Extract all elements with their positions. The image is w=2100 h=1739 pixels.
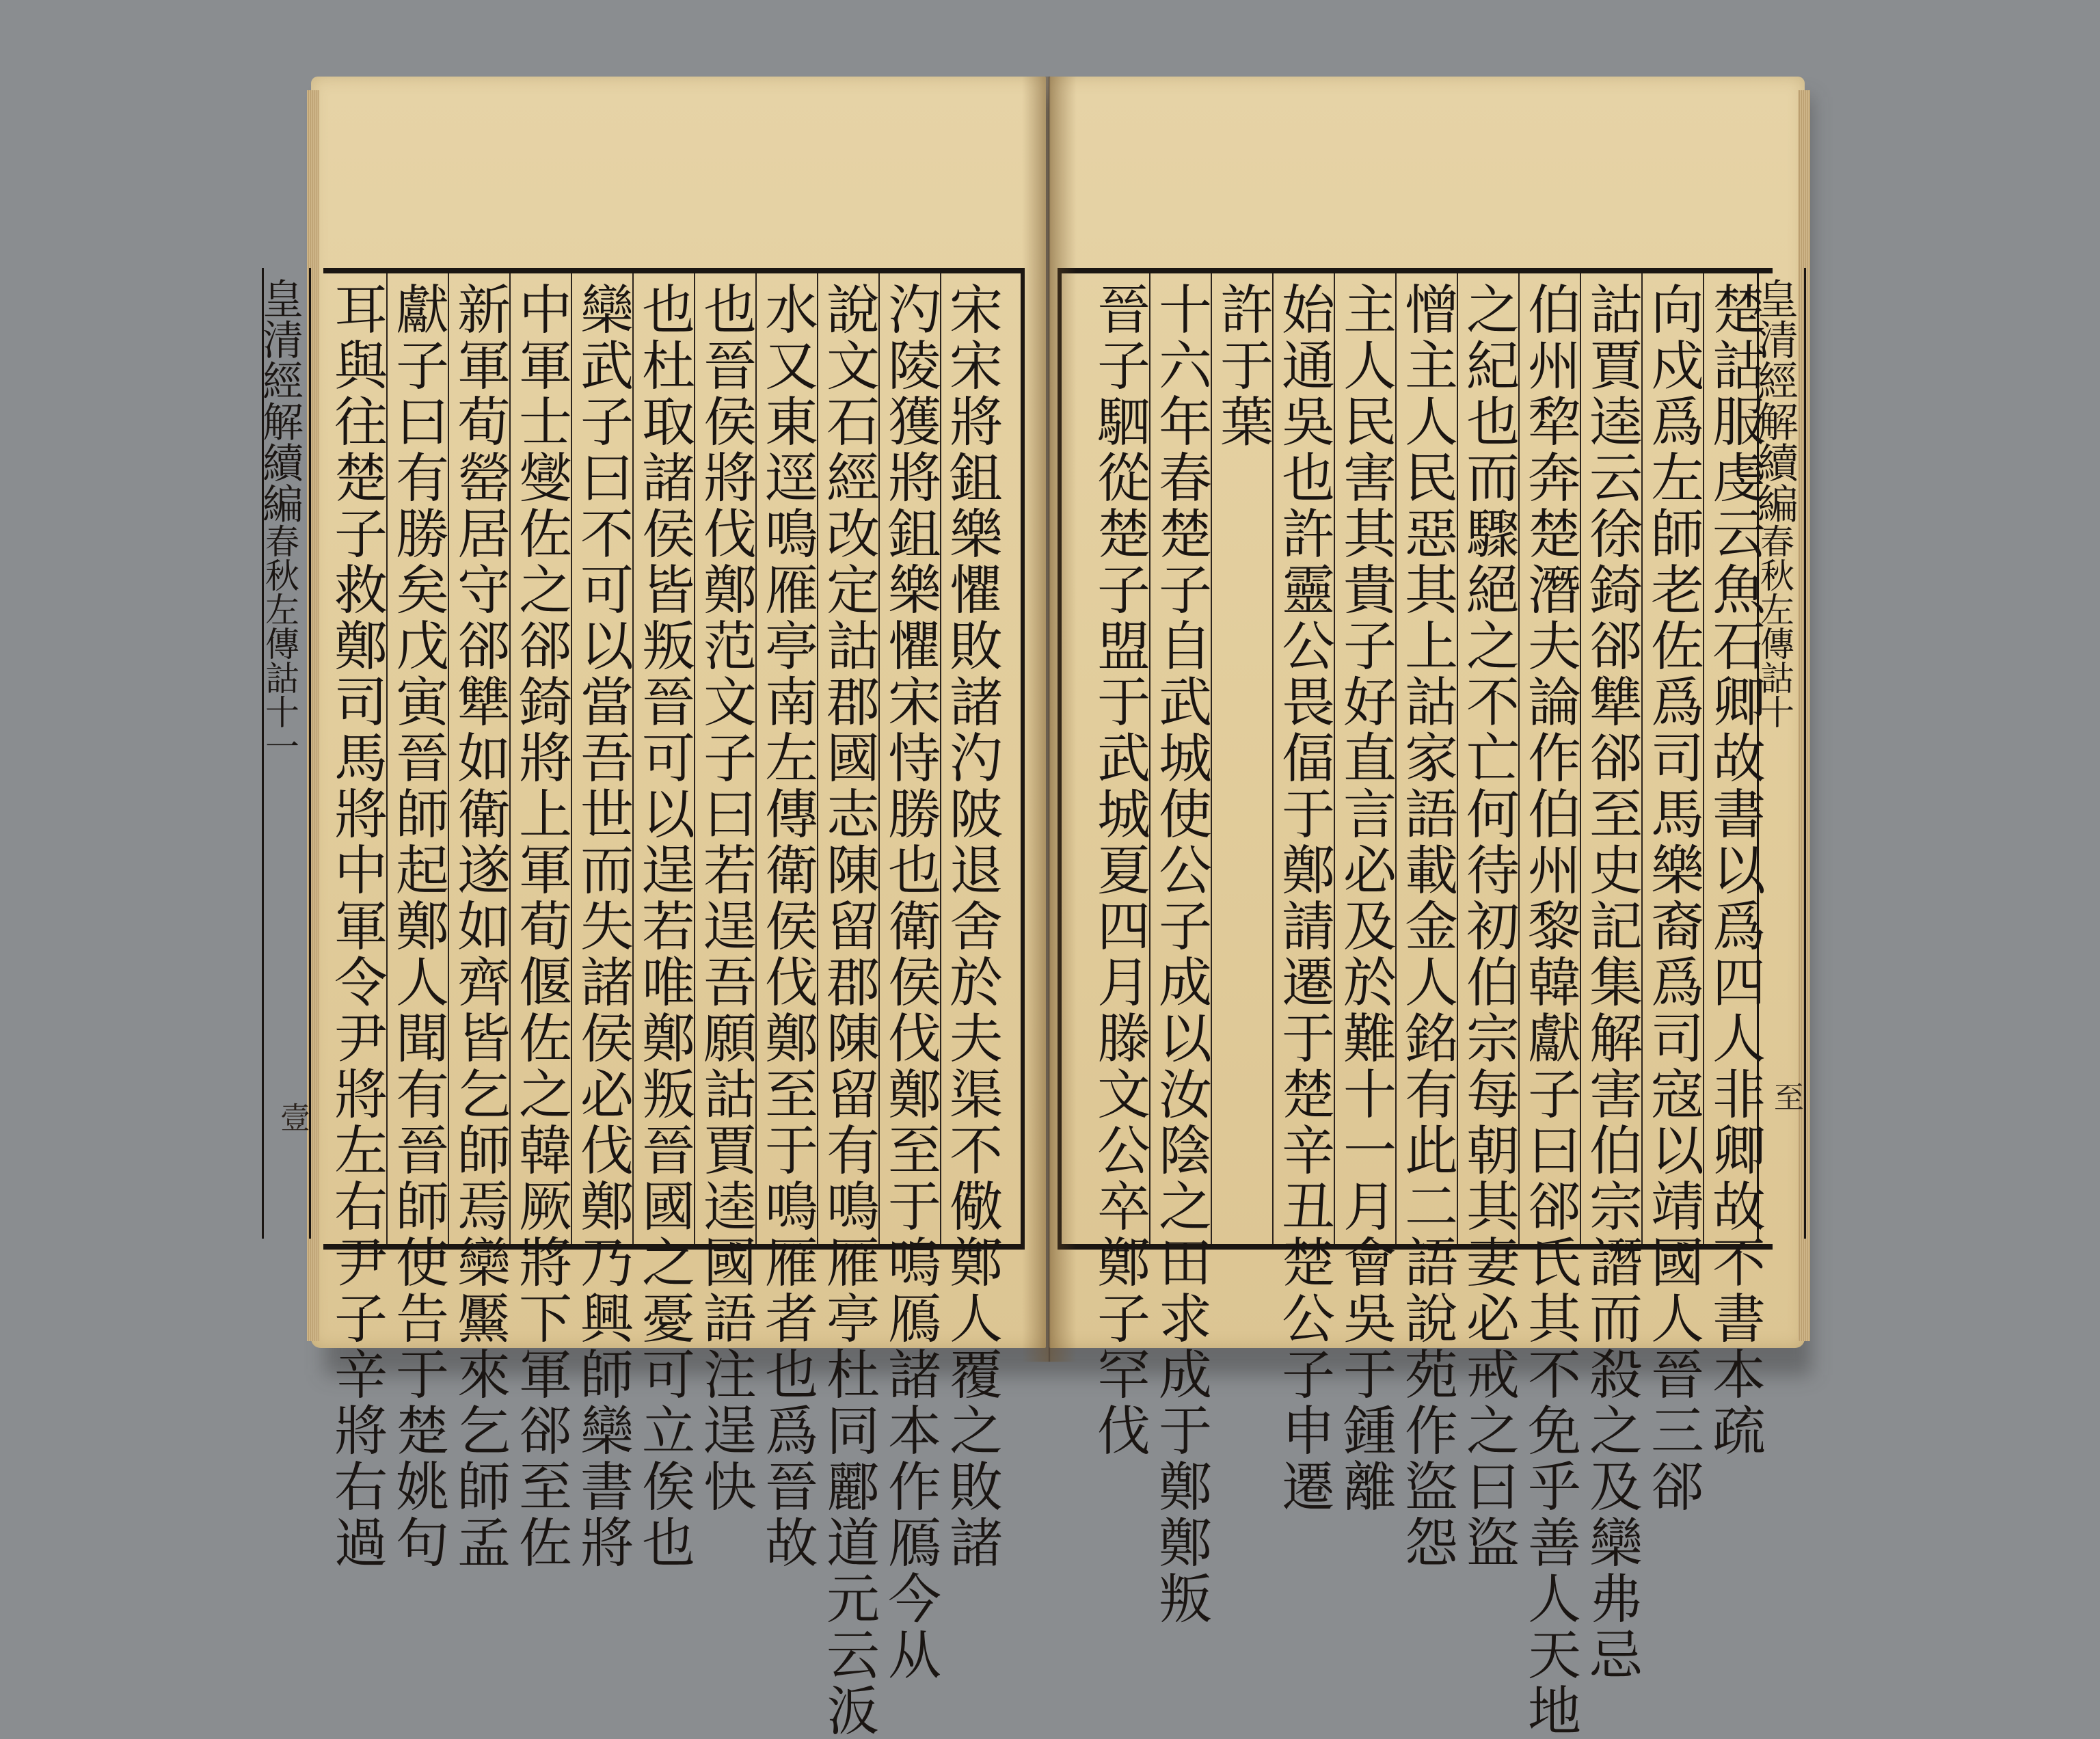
right-col-6: 憎主人民惡其上詁家語載金人銘有此二語說苑作盜怨 <box>1395 273 1457 1244</box>
right-col-2: 向戍爲左師老佐爲司馬樂裔爲司寇以靖國人晉三郤 <box>1641 273 1703 1244</box>
right-col-1: 楚詁服虔云魚石卿故書以爲四人非卿故不書本疏 <box>1703 273 1764 1244</box>
left-col-10: 獻子曰有勝矣戊寅晉師起鄭人聞有晉師使告于楚姚句 <box>386 273 448 1244</box>
left-col-3: 說文石經改定詁郡國志陳留郡陳留有鳴雁亭杜同酈道元云汳 <box>817 273 878 1244</box>
left-banxin-title: 皇清經解續編 <box>256 278 304 524</box>
right-col-11: 晉子駟從楚子盟于武城夏四月滕文公卒鄭子罕伐 <box>1088 282 1150 1459</box>
right-col-7: 主人民害其貴子好直言必及於難十一月會吳于鍾離 <box>1334 273 1395 1244</box>
left-col-8: 中軍士燮佐之郤錡將上軍荀偃佐之韓厥將下軍郤至佐 <box>509 273 571 1244</box>
right-col-8: 始通吳也許靈公畏偪于鄭請遷于楚辛丑楚公子申遷 <box>1272 273 1334 1244</box>
right-page <box>1049 77 1805 1739</box>
left-col-1: 宋宋將鉏樂懼敗諸汋陂退舍於夫渠不儆鄭人覆之敗諸 <box>940 273 1001 1244</box>
right-banxin-subtitle: 春秋左傳詁十 <box>1755 524 1794 729</box>
book-gutter <box>1022 77 1077 1362</box>
left-col-7: 欒武子曰不可以當吾世而失諸侯必伐鄭乃興師欒書將 <box>571 273 632 1244</box>
left-banxin-subtitle: 春秋左傳詁十一 <box>260 524 299 763</box>
left-folio: 壹 <box>275 1102 310 1132</box>
right-col-3: 詁賈逵云徐錡郤犨郤至史記集解害伯宗譖而殺之及欒弗忌 <box>1580 273 1641 1244</box>
right-banxin-title: 皇清經解續編 <box>1751 278 1799 524</box>
left-text-frame <box>323 268 1021 1739</box>
right-text-frame <box>1062 268 1773 1739</box>
left-page <box>256 77 1046 1739</box>
right-folio: 至 <box>1768 1081 1803 1111</box>
right-col-4: 伯州犂奔楚潛夫論作伯州黎韓獻子曰郤氏其不免乎善人天地 <box>1518 273 1580 1244</box>
left-col-9: 新軍荀罃居守郤犨如衛遂如齊皆乞師焉欒黶來乞師孟 <box>448 273 509 1244</box>
left-col-11: 耳與往楚子救鄭司馬將中軍令尹將左右尹子辛將右過 <box>325 282 387 1571</box>
right-col-10: 十六年春楚子自武城使公子成以汝陰之田求成于鄭鄭叛 <box>1149 273 1211 1244</box>
right-col-9: 許于葉 <box>1211 273 1272 1244</box>
left-banxin <box>256 268 311 1239</box>
left-col-6: 也杜取諸侯皆叛晉可以逞若唯鄭叛晉國之憂可立俟也 <box>632 273 694 1244</box>
left-col-2: 汋陵獲將鉏樂懼宋恃勝也衛侯伐鄭至于鳴鴈諸本作鴈今从 <box>878 273 940 1244</box>
left-col-4: 水又東逕鳴雁亭南左傳衛侯伐鄭至于鳴雁者也爲晉故 <box>755 273 817 1244</box>
left-col-5: 也晉侯將伐鄭范文子曰若逞吾願詁賈逵國語注逞快 <box>694 273 755 1244</box>
right-col-5: 之紀也而驟絕之不亡何待初伯宗每朝其妻必戒之曰盜 <box>1457 273 1518 1244</box>
open-book <box>256 77 1805 1739</box>
